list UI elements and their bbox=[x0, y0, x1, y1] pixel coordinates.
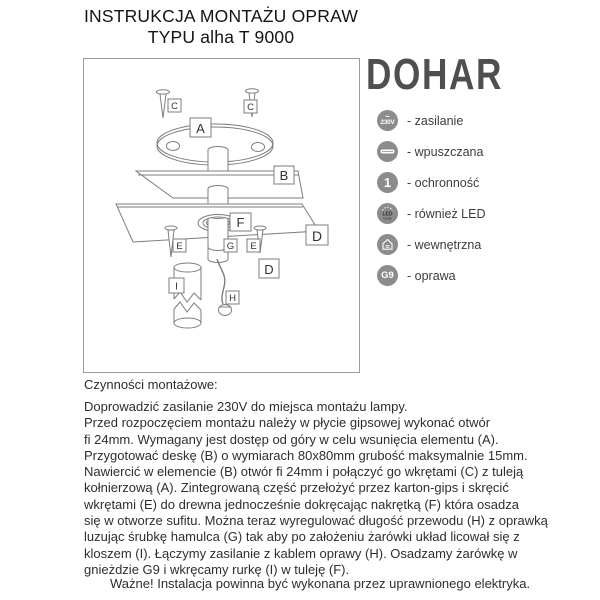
lamp-holder-icon bbox=[219, 305, 232, 316]
svg-text:ready: ready bbox=[383, 216, 392, 221]
feature-label: - wpuszczana bbox=[407, 144, 484, 159]
recessed-fixture-icon bbox=[377, 141, 398, 162]
feature-power bbox=[377, 110, 486, 131]
feature-label: - również LED bbox=[407, 206, 486, 221]
instruction-line: się w otworze sufitu. Można teraz wyregulować długość przewodu (H) z oprawką bbox=[84, 513, 548, 529]
feature-led bbox=[377, 203, 486, 224]
svg-text:E: E bbox=[176, 241, 183, 252]
feature-label: - oprawa bbox=[407, 268, 456, 283]
instructions-heading: Czynności montażowe: bbox=[84, 377, 218, 392]
sleeve-tube-upper bbox=[208, 147, 228, 172]
label-i bbox=[169, 278, 184, 293]
svg-text:C: C bbox=[247, 102, 254, 113]
mounting-plate-a bbox=[157, 124, 273, 171]
label-d-screw bbox=[259, 259, 279, 278]
sleeve-tube-middle bbox=[208, 186, 228, 204]
label-f bbox=[230, 213, 251, 231]
instruction-line: kołnierzową (A). Zintegrowaną część przełożyć przez karton-gips i skręcić bbox=[84, 480, 509, 496]
brand-logo: DOHAR bbox=[366, 50, 504, 99]
label-c-left bbox=[168, 99, 181, 112]
feature-label: - zasilanie bbox=[407, 113, 464, 128]
label-b bbox=[274, 166, 294, 184]
cord-h bbox=[217, 259, 232, 316]
svg-text:A: A bbox=[196, 121, 205, 136]
feature-label: - wewnętrzna bbox=[407, 237, 482, 252]
diagram-frame bbox=[83, 58, 360, 373]
plate-hole-right bbox=[252, 143, 265, 152]
instructions-paragraph bbox=[84, 399, 548, 578]
svg-text:H: H bbox=[229, 293, 236, 304]
svg-text:LED: LED bbox=[382, 211, 393, 218]
plate-hole-left bbox=[167, 142, 180, 151]
page-title bbox=[0, 6, 442, 48]
feature-indoor bbox=[377, 234, 486, 255]
label-a bbox=[190, 118, 211, 137]
label-e-left bbox=[173, 239, 186, 252]
indoor-house-icon bbox=[377, 234, 398, 255]
led-glyph bbox=[377, 203, 398, 224]
title-line-2: TYPU alha T 9000 bbox=[147, 27, 295, 47]
assembly-diagram bbox=[84, 59, 359, 372]
svg-text:B: B bbox=[279, 168, 289, 183]
instruction-line: Przed rozpoczęciem montażu należy w płycie gipsowej wykonać otwór bbox=[84, 415, 491, 431]
instruction-line: Przygotować deskę (B) o wymiarach 80x80mm grubość maksymalnie 15mm. bbox=[84, 447, 528, 463]
glass-tube-i bbox=[174, 263, 201, 328]
instruction-line: wkrętami (E) do drewna jednocześnie dokręcając nakrętką (F) która osadza bbox=[84, 496, 519, 512]
label-e-right bbox=[247, 239, 260, 252]
feature-label: - ochronność bbox=[407, 175, 480, 190]
recessed-glyph bbox=[377, 141, 398, 162]
svg-text:I: I bbox=[175, 281, 178, 293]
led-ready-icon bbox=[377, 203, 398, 224]
warning-note: Ważne! Instalacja powinna być wykonana przez uprawnionego elektryka. bbox=[110, 576, 531, 591]
instruction-line: kloszem (I). Łączymy zasilanie z kablem oprawy (H). Osadzamy żarówkę w bbox=[84, 545, 518, 561]
label-d-corner bbox=[306, 225, 328, 245]
instruction-line: luzując śrubkę hamulca (G) tak aby po założeniu żarówki układ licował się z bbox=[84, 529, 520, 545]
protection-class-icon: 1 bbox=[377, 172, 398, 193]
svg-text:D: D bbox=[311, 228, 323, 244]
svg-text:C: C bbox=[171, 101, 178, 112]
instruction-line: Nawiercić w elemencie (B) otwór fi 24mm i połączyć go wkrętami (C) z tuleją bbox=[84, 464, 524, 480]
svg-text:D: D bbox=[264, 262, 274, 277]
feature-list bbox=[377, 110, 486, 296]
feature-socket bbox=[377, 265, 486, 286]
power-230v-icon: ~ 230V bbox=[377, 110, 398, 131]
feature-recessed bbox=[377, 141, 486, 162]
svg-text:E: E bbox=[250, 241, 257, 252]
title-line-1: INSTRUKCJA MONTAŻU OPRAW bbox=[83, 6, 359, 26]
svg-text:F: F bbox=[236, 215, 245, 230]
instruction-line: fi 24mm. Wymagany jest dostęp od góry w celu wsunięcia elementu (A). bbox=[84, 431, 499, 447]
label-h bbox=[226, 291, 239, 304]
label-g bbox=[224, 239, 237, 252]
instruction-line: Doprowadzić zasilanie 230V do miejsca montażu lampy. bbox=[84, 399, 408, 414]
feature-protection bbox=[377, 172, 486, 193]
instruction-line: gnieżdzie G9 i wkręcamy rurkę (I) w tuleję (F). bbox=[84, 561, 350, 577]
svg-text:G: G bbox=[226, 241, 235, 252]
label-c-right bbox=[244, 100, 257, 113]
g9-socket-icon: G9 bbox=[377, 265, 398, 286]
house-glyph bbox=[377, 234, 398, 255]
